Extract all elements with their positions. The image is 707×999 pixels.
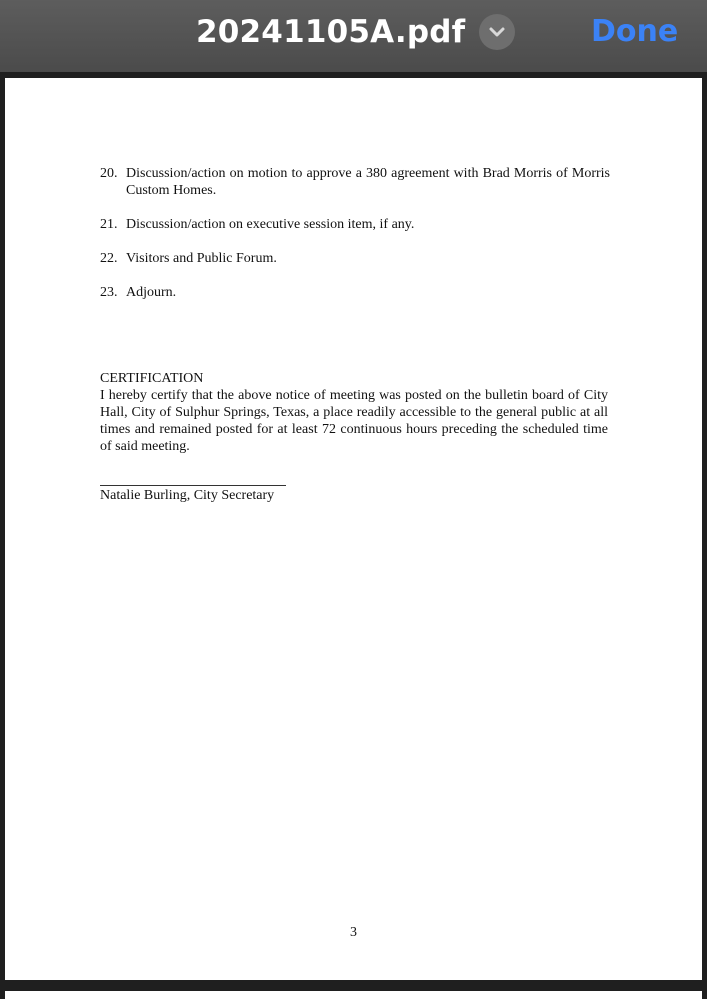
certification-body: I hereby certify that the above notice of meeting was posted on the bulletin board of City Hall, City of Sulphur Springs, Texas, a place readily accessible to the general public at all times and remained posted for at least 72 continuous hours preceding the scheduled time of said meeting.: [100, 388, 608, 454]
agenda-item-number: 23.: [100, 285, 118, 300]
agenda-item: [100, 284, 610, 301]
title-menu-button[interactable]: [479, 14, 515, 50]
agenda-list: [100, 165, 610, 318]
agenda-item-text: Discussion/action on motion to approve a 380 agreement with Brad Morris of Morris Custom Homes.: [126, 166, 610, 198]
document-viewer[interactable]: [0, 72, 707, 999]
agenda-item: [100, 250, 610, 267]
signature-line: [100, 485, 286, 486]
chevron-down-icon: [488, 26, 506, 38]
document-title-group[interactable]: [196, 10, 515, 54]
agenda-item-text: Discussion/action on executive session item, if any.: [126, 217, 415, 232]
done-button[interactable]: Done: [591, 14, 679, 49]
agenda-item-number: 20.: [100, 166, 118, 181]
signatory-name: Natalie Burling, City Secretary: [100, 488, 275, 503]
navigation-bar: [0, 0, 707, 72]
pdf-page[interactable]: [5, 78, 702, 980]
agenda-item-number: 22.: [100, 251, 118, 266]
agenda-item: [100, 216, 610, 233]
agenda-item-text: Adjourn.: [126, 285, 177, 300]
agenda-item-number: 21.: [100, 217, 118, 232]
certification-heading: CERTIFICATION: [100, 371, 204, 386]
document-title[interactable]: 20241105A.pdf: [196, 14, 466, 50]
agenda-item: [100, 165, 610, 199]
agenda-item-text: Visitors and Public Forum.: [126, 251, 277, 266]
page-number: 3: [350, 925, 357, 940]
next-pdf-page[interactable]: [5, 991, 702, 999]
certification-section: [100, 370, 608, 455]
